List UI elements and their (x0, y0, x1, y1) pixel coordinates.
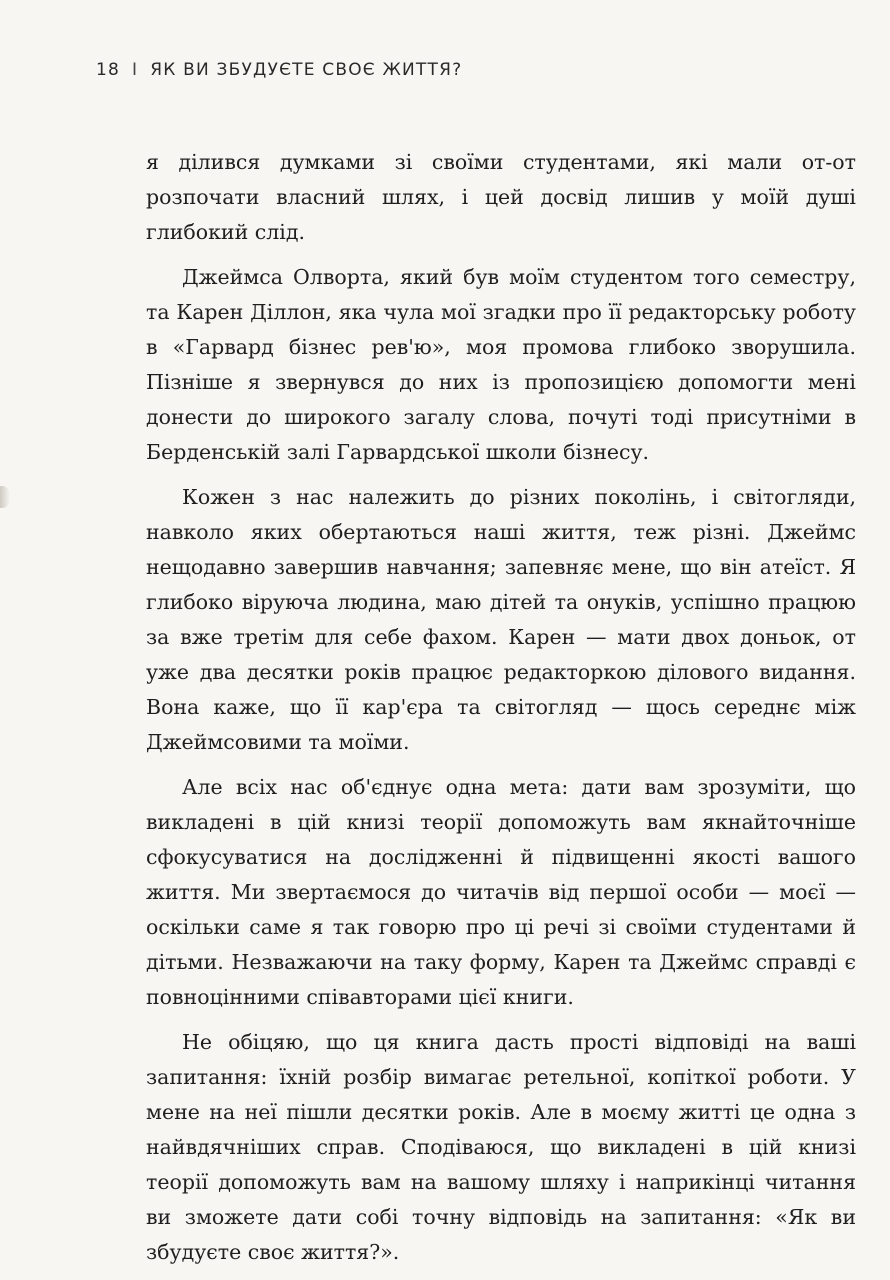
book-title: ЯК ВИ ЗБУДУЄТЕ СВОЄ ЖИТТЯ? (150, 60, 463, 80)
running-header (96, 60, 462, 80)
paragraph: Але всіх нас об'єднує одна мета: дати вам зрозуміти, що викладені в цій книзі теорії допоможуть вам якнайточніше сфокусуватися на дослідженні й підвищенні якості вашого життя. Ми звертаємося до читачів від першої особи — моєї — оскільки саме я так говорю про ці речі зі своїми студентами й дітьми. Незважаючи на таку форму, Карен та Джеймс справді є повноцінними співавторами цієї книги. (146, 775, 856, 1009)
page-number: 18 (96, 60, 121, 80)
paragraph: Не обіцяю, що ця книга дасть прості відповіді на ваші запитання: їхній розбір вимагає ретельної, копіткої роботи. У мене на неї пішли десятки років. Але в моєму житті це одна з найвдячніших справ. Сподіваюся, що викладені в цій книзі теорії допоможуть вам на вашому шляху і наприкінці читання ви зможете дати собі точну відповідь на запитання: «Як ви збудуєте своє життя?». (146, 1030, 856, 1264)
page-edge-shadow (0, 486, 10, 508)
paragraph: Джеймса Олворта, який був моїм студентом того семестру, та Карен Діллон, яка чула мої згадки про її редакторську роботу в «Гарвард бізнес рев'ю», моя промова глибоко зворушила. Пізніше я звернувся до них із пропозицією допомогти мені донести до широкого загалу слова, почуті тоді присутніми в Берденській залі Гарвардської школи бізнесу. (146, 265, 856, 464)
paragraph: Кожен з нас належить до різних поколінь, і світогляди, навколо яких обертаються наші життя, теж різні. Джеймс нещодавно завершив навчання; запевняє мене, що він атеїст. Я глибоко віруюча людина, маю дітей та онуків, успішно працюю за вже третім для себе фахом. Карен — мати двох доньок, от уже два десятки років працює редакторкою ділового видання. Вона каже, що її кар'єра та світогляд — щось середнє між Джеймсовими та моїми. (146, 485, 856, 754)
paragraph: я ділився думками зі своїми студентами, які мали от-от розпочати власний шлях, і цей досвід лишив у моїй душі глибокий слід. (146, 150, 856, 244)
body-text (146, 145, 856, 1280)
header-divider: I (132, 60, 139, 80)
